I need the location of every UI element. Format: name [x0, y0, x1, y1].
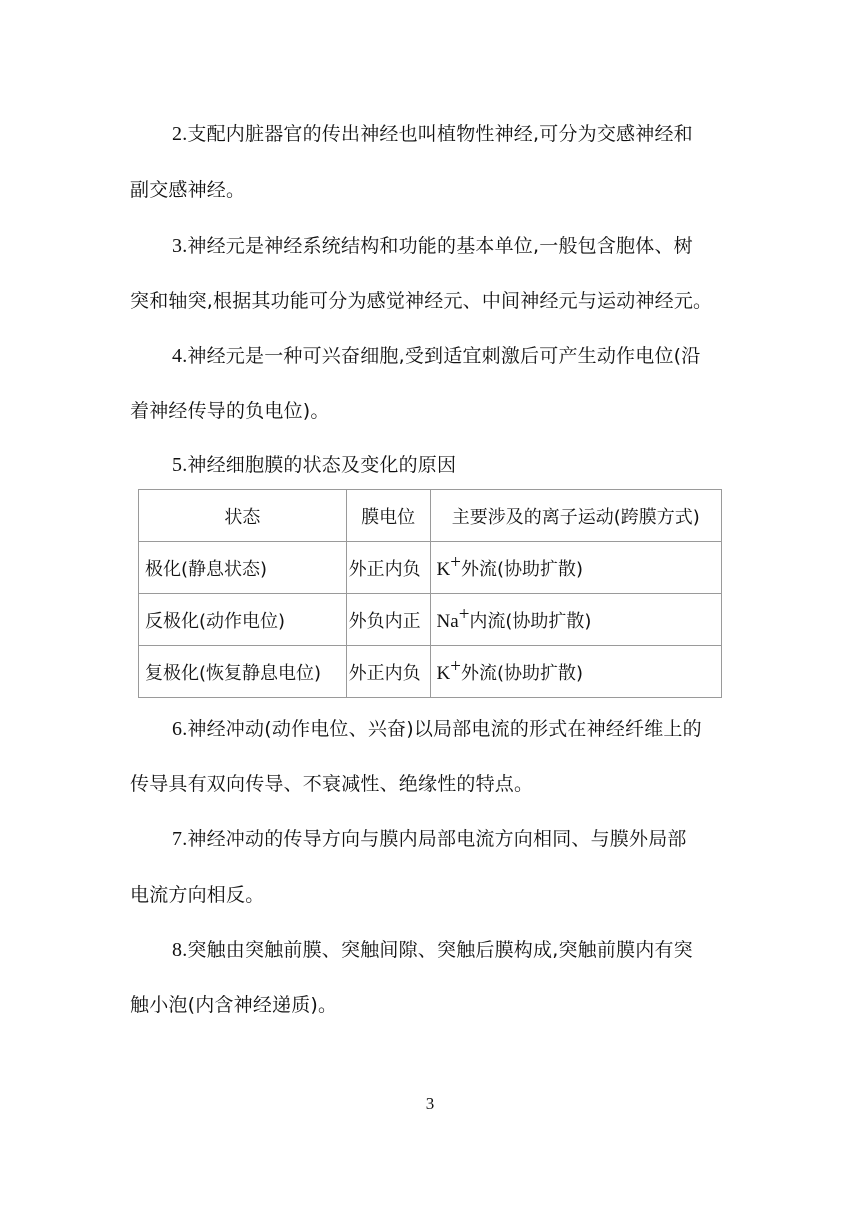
paragraph-3-line-1	[172, 234, 693, 258]
paragraph-8-line-1	[172, 938, 693, 962]
paragraph-7-text: 神经冲动的传导方向与膜内局部电流方向相同、与膜外局部	[187, 828, 687, 850]
paragraph-4-number: 4.	[172, 345, 188, 367]
ion-charge: +	[450, 655, 461, 677]
paragraph-3-number: 3.	[172, 235, 188, 257]
paragraph-4-text: 神经元是一种可兴奋细胞,受到适宜刺激后可产生动作电位(沿	[187, 345, 701, 367]
membrane-state-table	[138, 489, 722, 698]
paragraph-7-line-1	[172, 827, 687, 851]
page-number: 3	[425, 1094, 435, 1113]
paragraph-4-line-2: 着神经传导的负电位)。	[130, 400, 330, 422]
paragraph-2-line-1	[172, 122, 693, 146]
paragraph-3-line-2: 突和轴突,根据其功能可分为感觉神经元、中间神经元与运动神经元。	[130, 290, 713, 312]
ion-motion-text: 外流(协助扩散)	[460, 558, 584, 580]
cell-ion-motion	[430, 594, 721, 646]
paragraph-2-line-2: 副交感神经。	[130, 179, 246, 201]
paragraph-8-line-2: 触小泡(内含神经递质)。	[130, 994, 338, 1016]
paragraph-7-line-2: 电流方向相反。	[130, 884, 265, 906]
ion-symbol: K	[436, 662, 451, 684]
table-row	[139, 646, 722, 698]
cell-state: 极化(静息状态)	[139, 542, 347, 594]
paragraph-5-line-1	[172, 453, 456, 477]
paragraph-2-text: 支配内脏器官的传出神经也叫植物性神经,可分为交感神经和	[187, 123, 693, 145]
paragraph-8-text: 突触由突触前膜、突触间隙、突触后膜构成,突触前膜内有突	[187, 939, 693, 961]
cell-potential: 外正内负	[346, 646, 430, 698]
ion-motion-text: 内流(协助扩散)	[469, 610, 592, 632]
paragraph-6-number: 6.	[172, 718, 188, 740]
ion-motion-text: 外流(协助扩散)	[460, 662, 584, 684]
paragraph-8-number: 8.	[172, 939, 188, 961]
cell-state: 复极化(恢复静息电位)	[139, 646, 347, 698]
cell-ion-motion	[430, 542, 721, 594]
table-row	[139, 542, 722, 594]
ion-symbol: Na	[436, 610, 459, 632]
paragraph-3-text: 神经元是神经系统结构和功能的基本单位,一般包含胞体、树	[187, 235, 693, 257]
ion-symbol: K	[436, 558, 451, 580]
header-state: 状态	[139, 490, 347, 542]
paragraph-6-text: 神经冲动(动作电位、兴奋)以局部电流的形式在神经纤维上的	[187, 718, 702, 740]
paragraph-4-line-1	[172, 344, 700, 368]
cell-potential: 外负内正	[346, 594, 430, 646]
paragraph-7-number: 7.	[172, 828, 188, 850]
header-potential: 膜电位	[346, 490, 430, 542]
table-header-row	[139, 490, 722, 542]
ion-charge: +	[458, 603, 470, 625]
cell-ion-motion	[430, 646, 721, 698]
paragraph-2-number: 2.	[172, 123, 188, 145]
header-ion-motion: 主要涉及的离子运动(跨膜方式)	[430, 490, 721, 542]
paragraph-5-number: 5.	[172, 454, 188, 476]
paragraph-6-line-2: 传导具有双向传导、不衰减性、绝缘性的特点。	[130, 773, 534, 795]
table-caption: 神经细胞膜的状态及变化的原因	[187, 454, 457, 476]
cell-potential: 外正内负	[346, 542, 430, 594]
paragraph-6-line-1	[172, 717, 702, 741]
ion-charge: +	[450, 551, 461, 573]
table-row	[139, 594, 722, 646]
cell-state: 反极化(动作电位)	[139, 594, 347, 646]
